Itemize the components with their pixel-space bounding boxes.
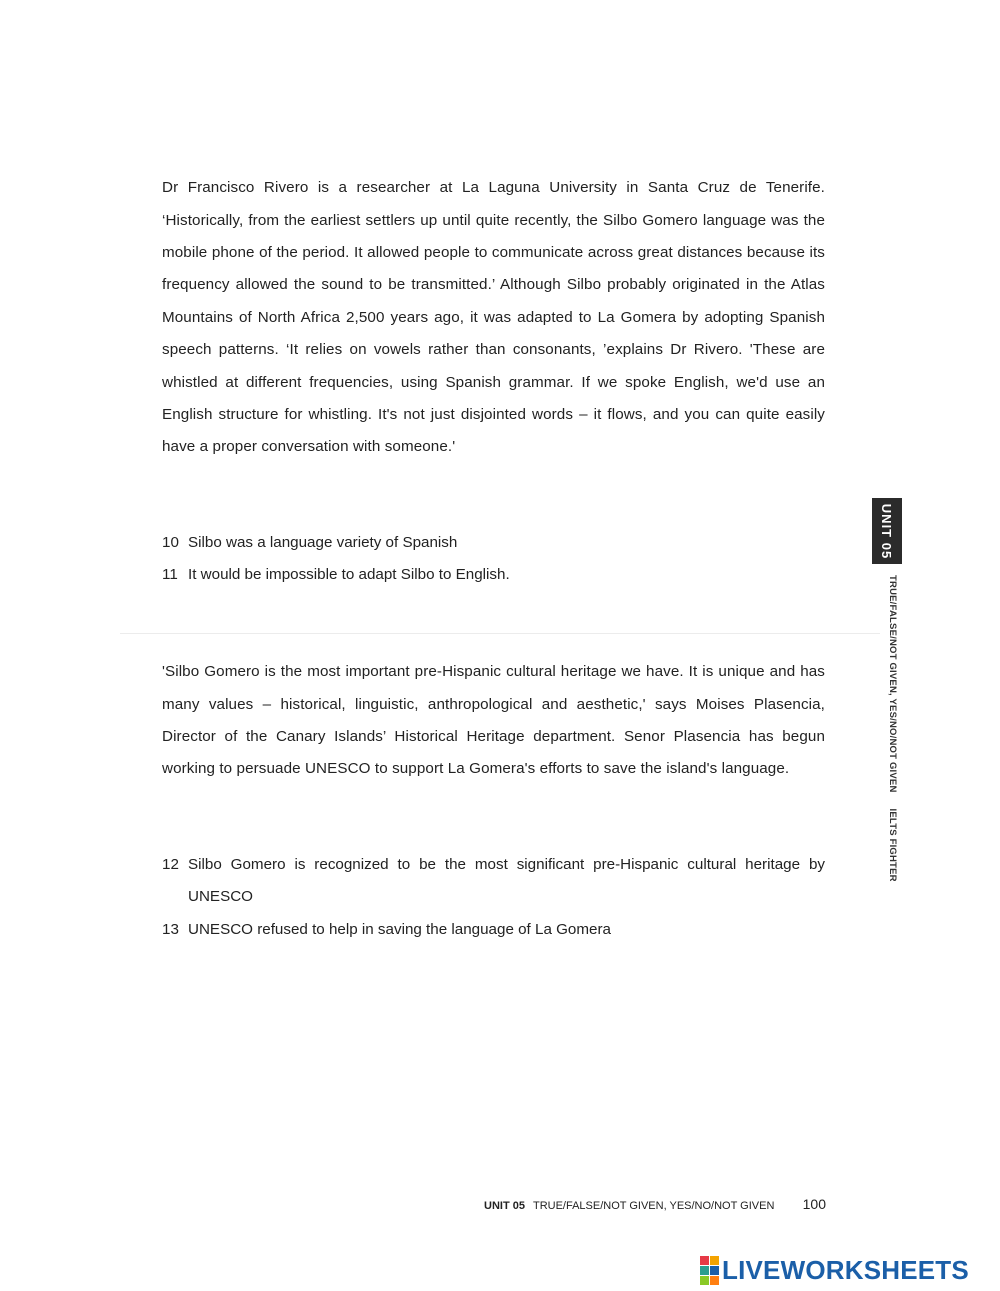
- liveworksheets-wordmark: LIVEWORKSHEETS: [722, 1254, 969, 1285]
- side-topic-text: TRUE/FALSE/NOT GIVEN, YES/NO/NOT GIVEN: [887, 575, 898, 793]
- liveworksheets-watermark: [700, 1255, 969, 1285]
- question-item: [162, 914, 825, 946]
- question-text: UNESCO refused to help in saving the language of La Gomera: [188, 920, 611, 938]
- question-number: 10: [162, 534, 179, 551]
- footer-topic: TRUE/FALSE/NOT GIVEN, YES/NO/NOT GIVEN: [532, 1200, 775, 1212]
- side-running-header: [887, 575, 898, 882]
- unit-side-tab-label: UNIT 05: [879, 503, 895, 559]
- question-text: Silbo Gomero is recognized to be the most significant pre-Hispanic cultural heritage by UNESCO: [188, 856, 825, 906]
- passage-paragraph-1: Dr Francisco Rivero is a researcher at La Laguna University in Santa Cruz de Tenerife. ‘Historically, from the earliest settlers up until quite recently, the Silbo Gomero language was the mobile phone of the period. It allowed people to communicate across great distances because its frequency allowed the sound to be transmitted.’ Although Silbo probably originated in the Atlas Mountains of North Africa 2,500 years ago, it was adapted to La Gomera by adopting Spanish speech patterns. ‘It relies on vowels rather than consonants, ’explains Dr Rivero. 'These are whistled at different frequencies, using Spanish grammar. If we spoke English, we'd use an English structure for whistling. It's not just disjointed words – it flows, and you can quite easily have a proper conversation with someone.': [162, 179, 825, 456]
- question-number: 13: [162, 920, 179, 938]
- question-group-2: [162, 849, 825, 946]
- page-number: 100: [802, 1196, 826, 1212]
- question-item: [162, 849, 825, 914]
- footer-unit: UNIT 05: [484, 1200, 525, 1212]
- scan-artifact-line: [120, 633, 880, 634]
- question-item: [162, 527, 825, 559]
- liveworksheets-logo-icon: [700, 1256, 719, 1285]
- question-item: [162, 559, 825, 591]
- question-group-1: [162, 527, 825, 592]
- side-brand-text: IELTS FIGHTER: [887, 808, 898, 882]
- question-number: 11: [162, 566, 178, 584]
- question-text: It would be impossible to adapt Silbo to English.: [188, 566, 510, 584]
- question-number: 12: [162, 856, 179, 873]
- passage-paragraph-2: 'Silbo Gomero is the most important pre-Hispanic cultural heritage we have. It is unique and has many values – historical, linguistic, anthropological and aesthetic,' says Moises Plasencia, Director of the Canary Islands’ Historical Heritage department. Senor Plasencia has begun working to persuade UNESCO to support La Gomera's efforts to save the island's language.: [162, 663, 825, 778]
- question-text: Silbo was a language variety of Spanish: [188, 534, 458, 551]
- unit-side-tab: [872, 498, 902, 564]
- page-footer: [484, 1196, 826, 1216]
